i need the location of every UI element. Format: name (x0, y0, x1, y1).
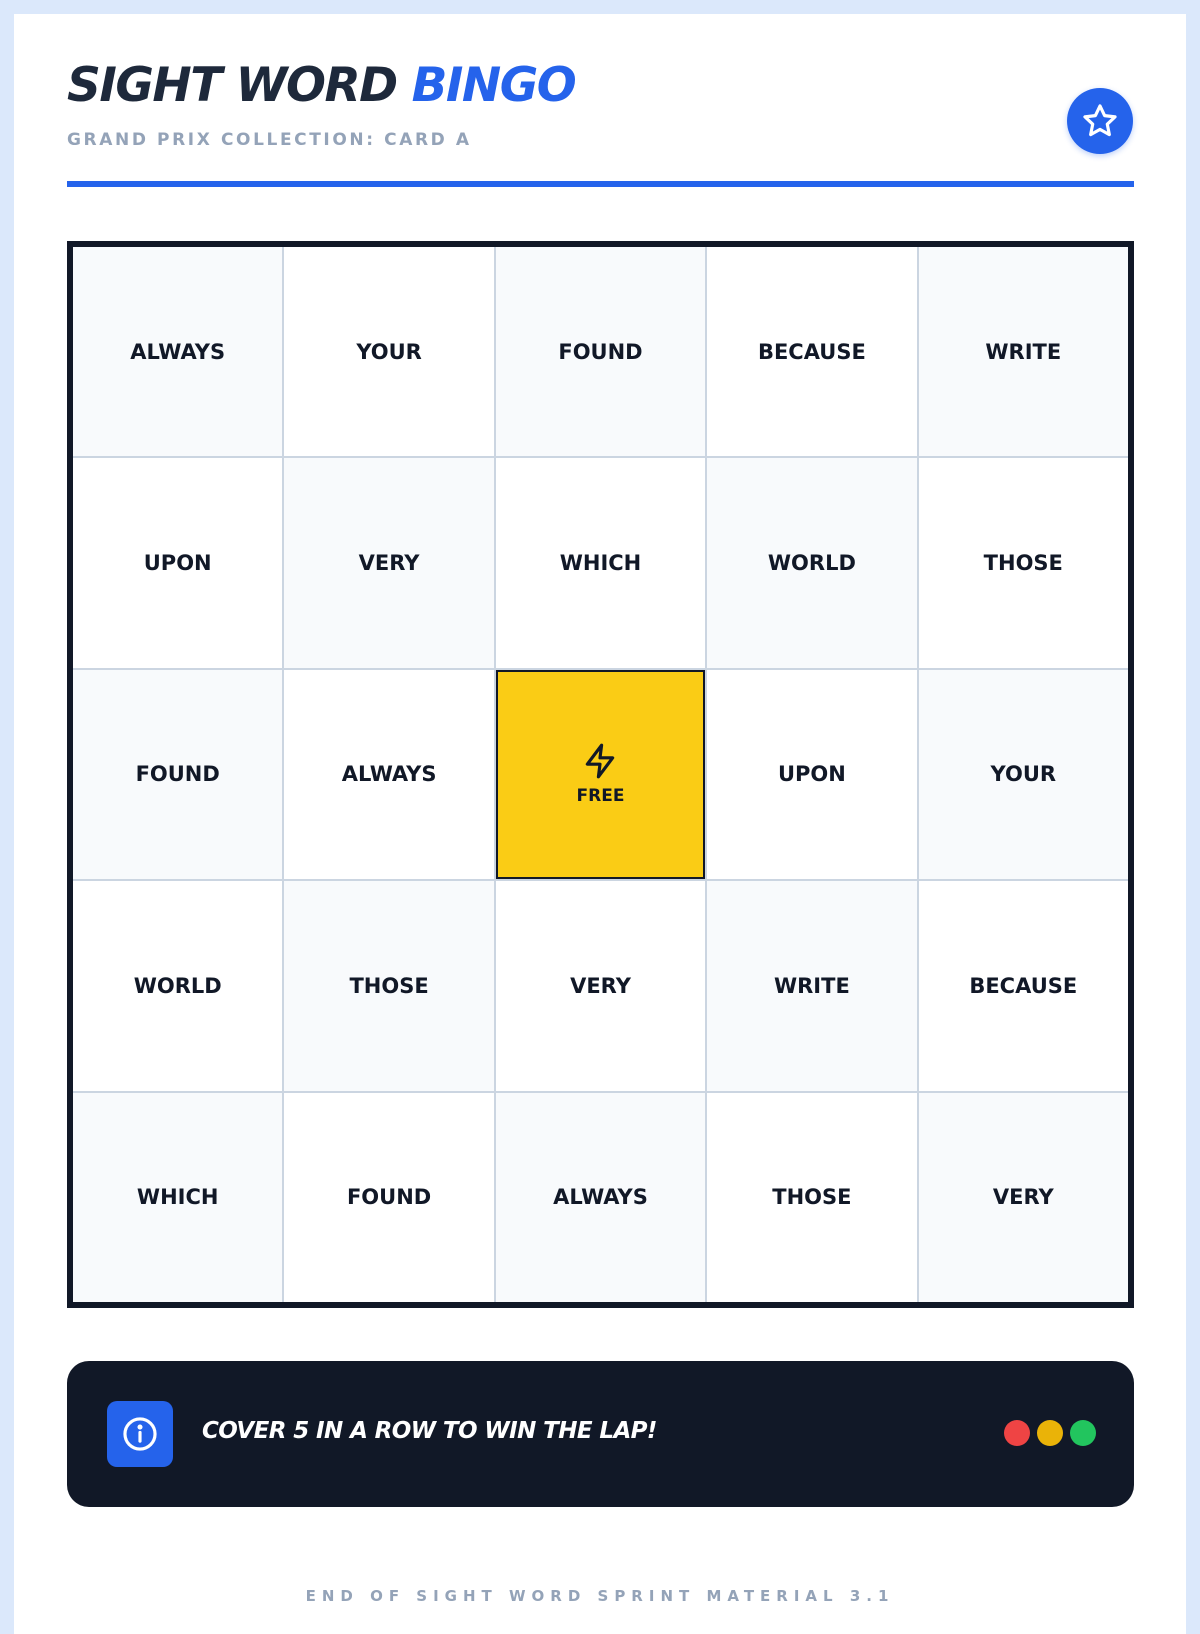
instruction-text: COVER 5 IN A ROW TO WIN THE LAP! (202, 1418, 657, 1444)
footer-text: END OF SIGHT WORD SPRINT MATERIAL 3.1 (305, 1587, 895, 1605)
bingo-cell[interactable]: YOUR (919, 670, 1128, 879)
red-light (1004, 1420, 1030, 1446)
bingo-cell[interactable]: WRITE (919, 247, 1128, 456)
free-cell-label: FREE (576, 786, 625, 807)
yellow-light (1037, 1420, 1063, 1446)
bingo-cell[interactable]: UPON (73, 458, 282, 667)
bingo-cell[interactable]: ALWAYS (73, 247, 282, 456)
star-icon (1081, 102, 1119, 140)
traffic-lights (1004, 1420, 1096, 1446)
bingo-cell[interactable]: WRITE (707, 881, 916, 1090)
bingo-cell[interactable]: BECAUSE (707, 247, 916, 456)
bingo-cell[interactable]: THOSE (919, 458, 1128, 667)
bingo-cell[interactable]: WORLD (707, 458, 916, 667)
bingo-cell[interactable]: WHICH (496, 458, 705, 667)
instruction-banner (67, 1361, 1134, 1507)
lightning-bolt-icon (581, 742, 619, 780)
bingo-board (67, 241, 1134, 1308)
bingo-cell[interactable]: UPON (707, 670, 916, 879)
bingo-cell[interactable]: VERY (496, 881, 705, 1090)
info-button[interactable] (107, 1401, 173, 1467)
bingo-cell[interactable]: ALWAYS (496, 1093, 705, 1302)
bingo-cell[interactable]: BECAUSE (919, 881, 1128, 1090)
bingo-cell[interactable]: YOUR (284, 247, 493, 456)
page-title (67, 58, 576, 113)
bingo-cell[interactable]: ALWAYS (284, 670, 493, 879)
green-light (1070, 1420, 1096, 1446)
bingo-cell[interactable]: FOUND (496, 247, 705, 456)
title-main: SIGHT WORD (67, 58, 397, 113)
bingo-cell[interactable]: WORLD (73, 881, 282, 1090)
bingo-cell[interactable]: VERY (284, 458, 493, 667)
star-badge[interactable] (1067, 88, 1133, 154)
title-accent: BINGO (411, 58, 576, 113)
free-cell[interactable] (496, 670, 705, 879)
bingo-cell[interactable]: FOUND (73, 670, 282, 879)
info-icon (121, 1415, 159, 1453)
bingo-cell[interactable]: VERY (919, 1093, 1128, 1302)
bingo-cell[interactable]: THOSE (707, 1093, 916, 1302)
bingo-cell[interactable]: WHICH (73, 1093, 282, 1302)
header-divider (67, 181, 1134, 187)
bingo-cell[interactable]: THOSE (284, 881, 493, 1090)
bingo-cell[interactable]: FOUND (284, 1093, 493, 1302)
page-subtitle: GRAND PRIX COLLECTION: CARD A (67, 130, 472, 150)
